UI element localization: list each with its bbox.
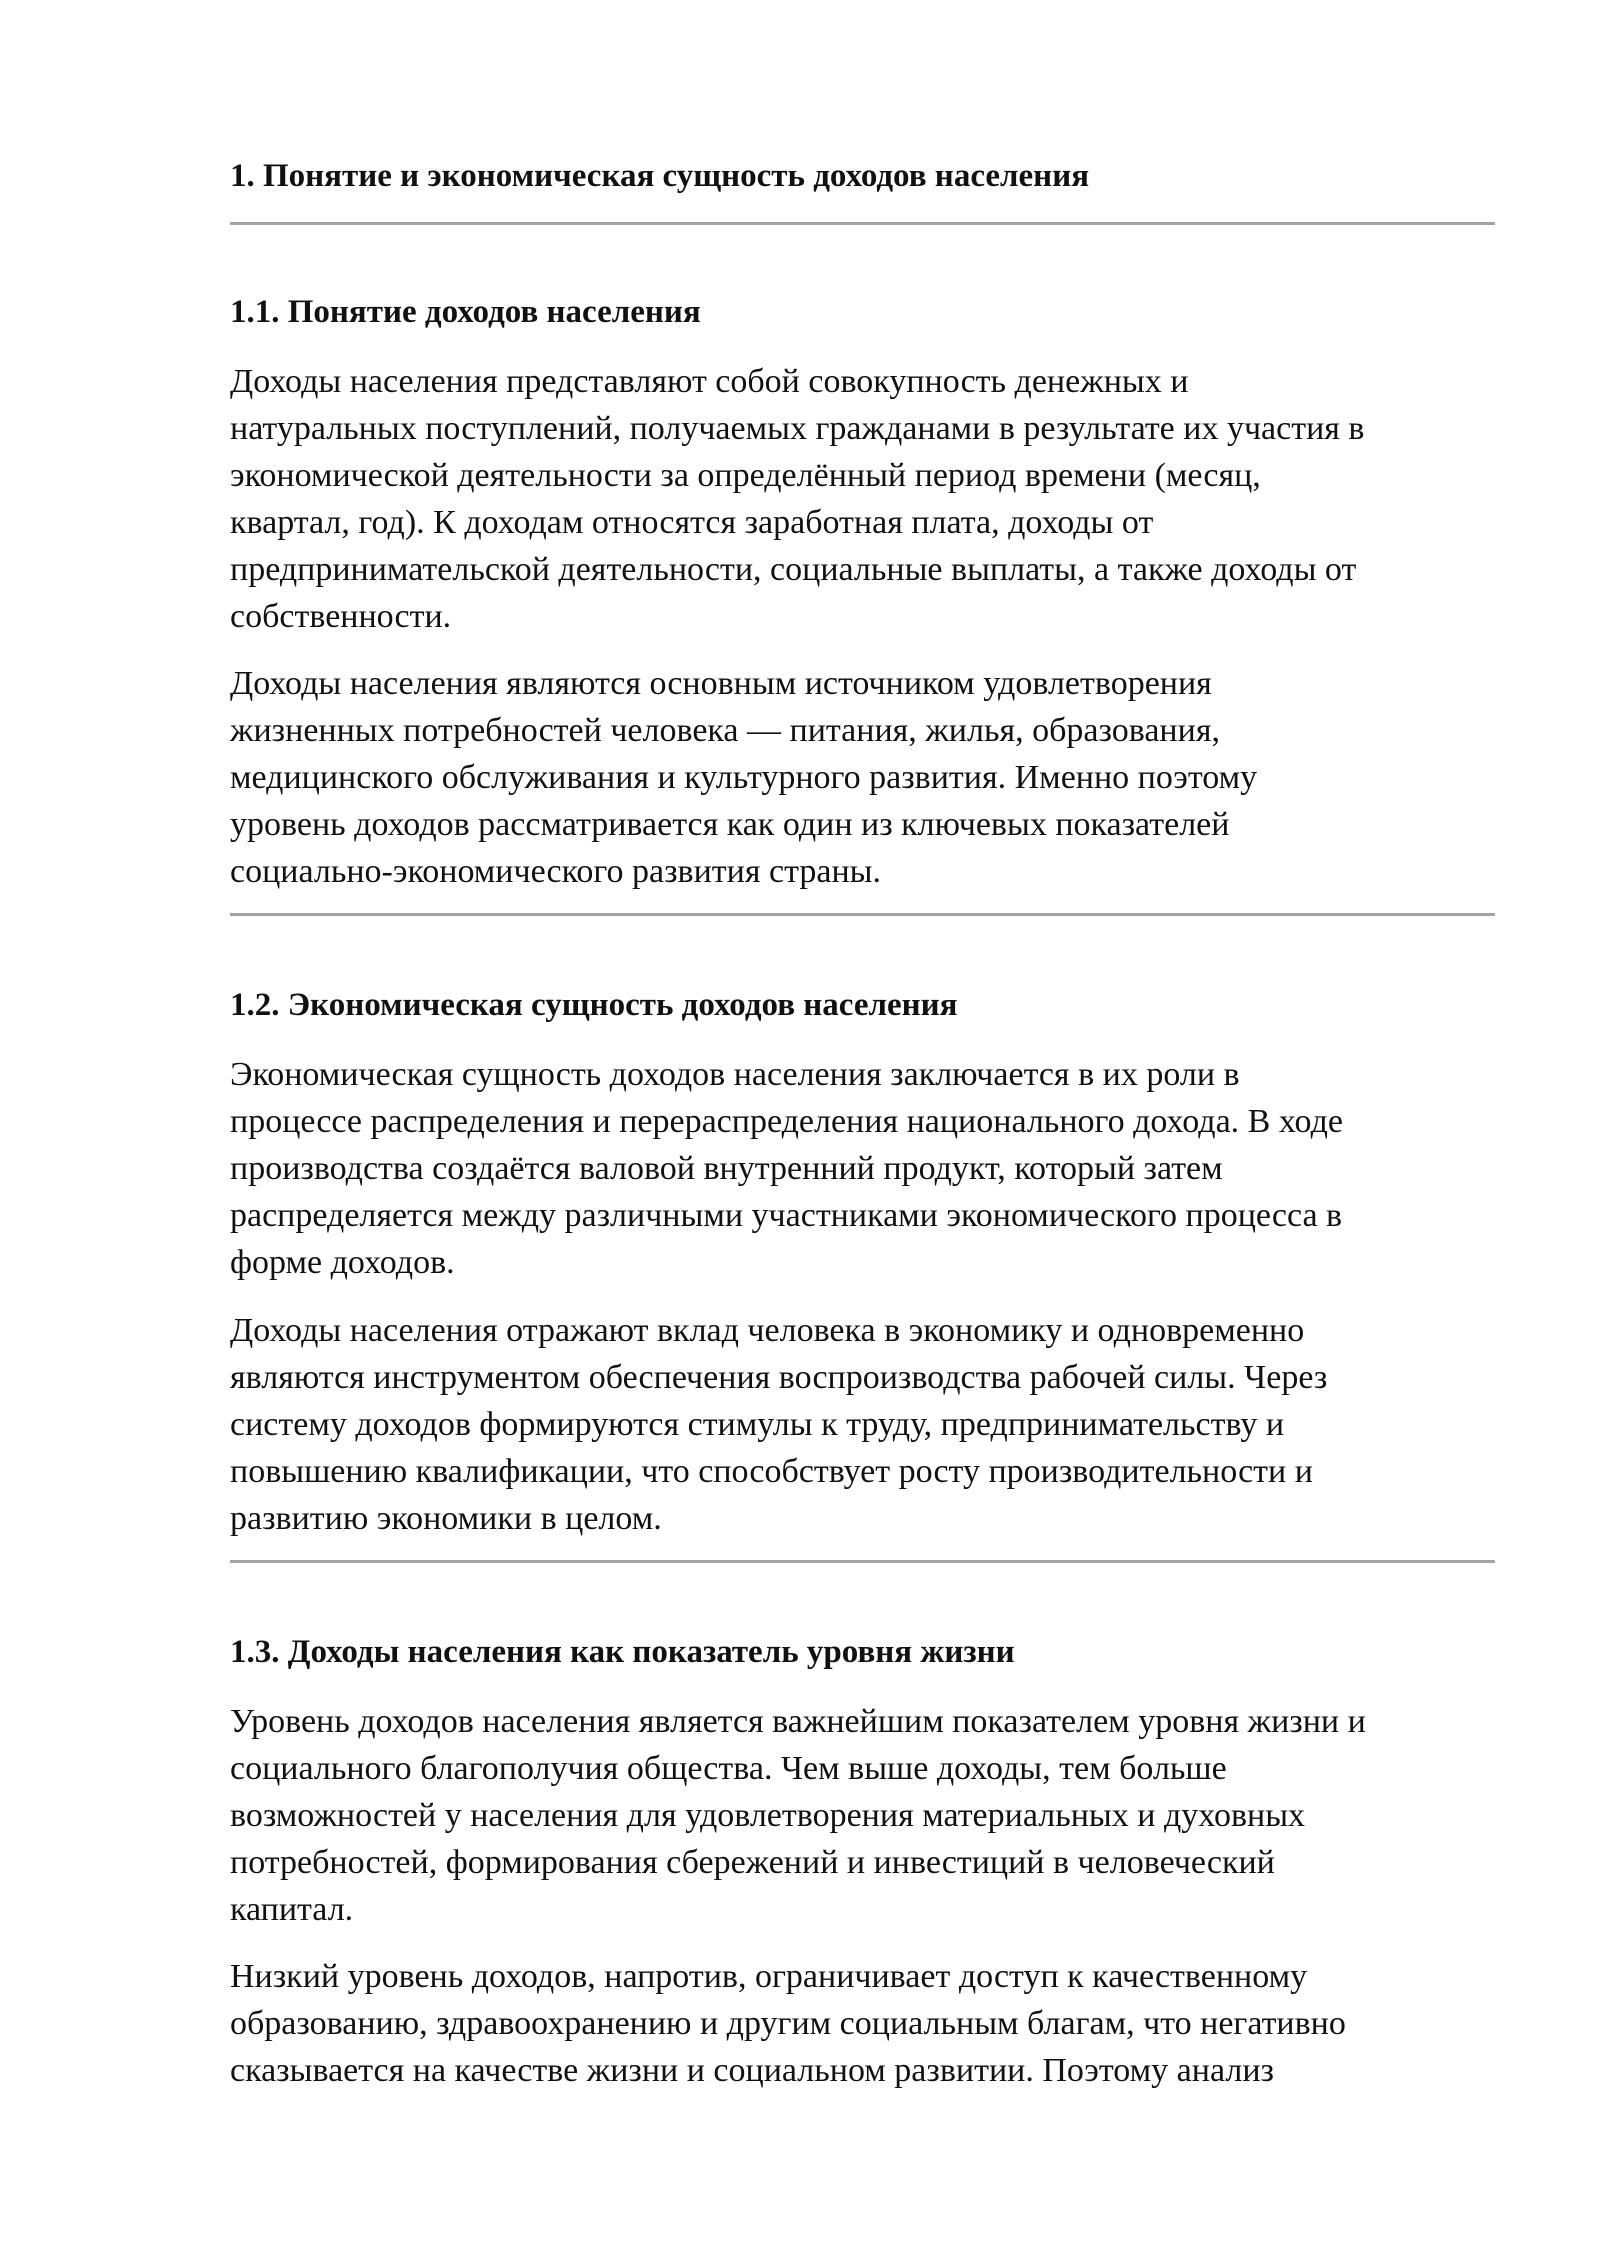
text-line: распределяется между различными участниками экономического процесса в [230,1197,1343,1234]
text-line: натуральных поступлений, получаемых гражданами в результате их участия в [230,410,1365,447]
text-line: процессе распределения и перераспределения национального дохода. В ходе [230,1103,1343,1140]
paragraph-1-1-a [230,358,1495,640]
document-title: 1. Понятие и экономическая сущность доходов населения [230,158,1090,194]
text-line: социально-экономического развития страны. [230,853,881,890]
section-heading-1-1: 1.1. Понятие доходов населения [230,294,701,330]
section-divider [230,1560,1495,1563]
text-line: образованию, здравоохранению и другим социальным благам, что негативно [230,2005,1346,2042]
section-heading-1-3: 1.3. Доходы населения как показатель уровня жизни [230,1634,1015,1670]
text-line: Низкий уровень доходов, напротив, ограничивает доступ к качественному [230,1958,1308,1995]
text-line: собственности. [230,598,452,635]
text-line: квартал, год). К доходам относятся заработная плата, доходы от [230,504,1154,541]
text-line: медицинского обслуживания и культурного развития. Именно поэтому [230,759,1258,796]
text-line: Доходы населения отражают вклад человека в экономику и одновременно [230,1312,1305,1349]
text-line: социального благополучия общества. Чем выше доходы, тем больше [230,1750,1227,1787]
paragraph-1-2-b [230,1307,1495,1542]
text-line: Экономическая сущность доходов населения заключается в их роли в [230,1056,1240,1093]
text-line: жизненных потребностей человека — питания, жилья, образования, [230,712,1220,749]
text-line: Доходы населения представляют собой совокупность денежных и [230,363,1189,400]
section-divider [230,913,1495,916]
text-line: Уровень доходов населения является важнейшим показателем уровня жизни и [230,1703,1366,1740]
text-line: Доходы населения являются основным источником удовлетворения [230,665,1212,702]
paragraph-1-2-a [230,1051,1495,1286]
section-heading-1-2: 1.2. Экономическая сущность доходов населения [230,987,958,1023]
paragraph-1-3-a [230,1698,1495,1933]
text-line: сказывается на качестве жизни и социальном развитии. Поэтому анализ [230,2052,1274,2089]
text-line: повышению квалификации, что способствует росту производительности и [230,1453,1313,1490]
text-line: экономической деятельности за определённый период времени (месяц, [230,457,1261,494]
text-line: производства создаётся валовой внутренний продукт, который затем [230,1150,1223,1187]
paragraph-1-1-b [230,660,1495,895]
text-line: форме доходов. [230,1244,455,1281]
text-line: предпринимательской деятельности, социальные выплаты, а также доходы от [230,551,1357,588]
paragraph-1-3-b [230,1953,1495,2094]
text-line: капитал. [230,1891,354,1928]
text-line: уровень доходов рассматривается как один из ключевых показателей [230,806,1230,843]
text-line: развитию экономики в целом. [230,1500,662,1537]
text-line: возможностей у населения для удовлетворения материальных и духовных [230,1797,1306,1834]
text-line: систему доходов формируются стимулы к труду, предпринимательству и [230,1406,1285,1443]
section-divider [230,222,1495,225]
text-line: являются инструментом обеспечения воспроизводства рабочей силы. Через [230,1359,1328,1396]
text-line: потребностей, формирования сбережений и инвестиций в человеческий [230,1844,1275,1881]
